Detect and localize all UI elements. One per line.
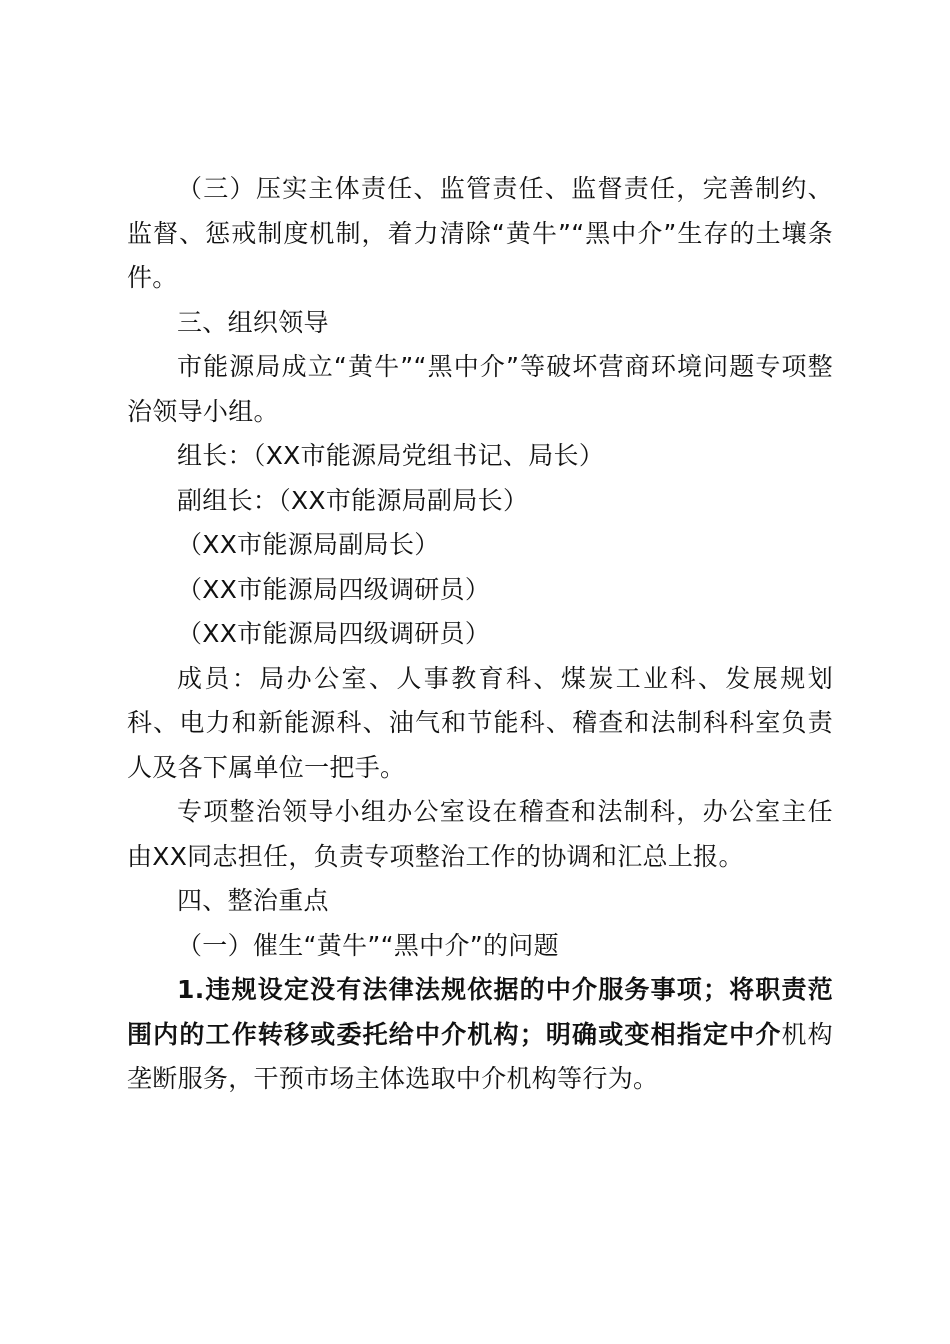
paragraph-office: 专项整治领导小组办公室设在稽查和法制科，办公室主任由XX同志担任，负责专项整治工作的协调和汇总上报。 bbox=[127, 797, 833, 871]
subheading-problems: （一）催生“黄牛”“黑中介”的问题 bbox=[177, 930, 559, 960]
paragraph-group-leader: 组长：（XX市能源局党组书记、局长） bbox=[177, 441, 605, 470]
section-heading-focus: 四、整治重点 bbox=[177, 886, 329, 915]
paragraph-researcher-1: （XX市能源局四级调研员） bbox=[177, 574, 491, 604]
paragraph-researcher-2: （XX市能源局四级调研员） bbox=[177, 619, 491, 648]
paragraph-leading-group: 市能源局成立“黄牛”“黑中介”等破坏营商环境问题专项整治领导小组。 bbox=[127, 352, 833, 426]
item-1-normal-text: 机构垄断服务，干预市场主体选取中介机构等行为。 bbox=[127, 1019, 833, 1093]
paragraph-item-1 bbox=[127, 968, 833, 1102]
paragraph-members: 成员：局办公室、人事教育科、煤炭工业科、发展规划科、电力和新能源科、油气和节能科、稽查和法制科科室负责人及各下属单位一把手。 bbox=[127, 663, 833, 782]
item-1-bold-text: 1.违规设定没有法律法规依据的中介服务事项；将职责范围内的工作转移或委托给中介机构；明确或变相指定中介 bbox=[127, 975, 833, 1049]
paragraph-deputy-leader-2: （XX市能源局副局长） bbox=[177, 530, 440, 559]
paragraph-deputy-leader: 副组长：（XX市能源局副局长） bbox=[177, 485, 529, 515]
document-body bbox=[127, 167, 833, 1102]
paragraph-responsibilities: （三）压实主体责任、监管责任、监督责任，完善制约、监督、惩戒制度机制，着力清除“黄牛”“黑中介”生存的土壤条件。 bbox=[127, 174, 833, 292]
section-heading-organization: 三、组织领导 bbox=[177, 307, 329, 337]
